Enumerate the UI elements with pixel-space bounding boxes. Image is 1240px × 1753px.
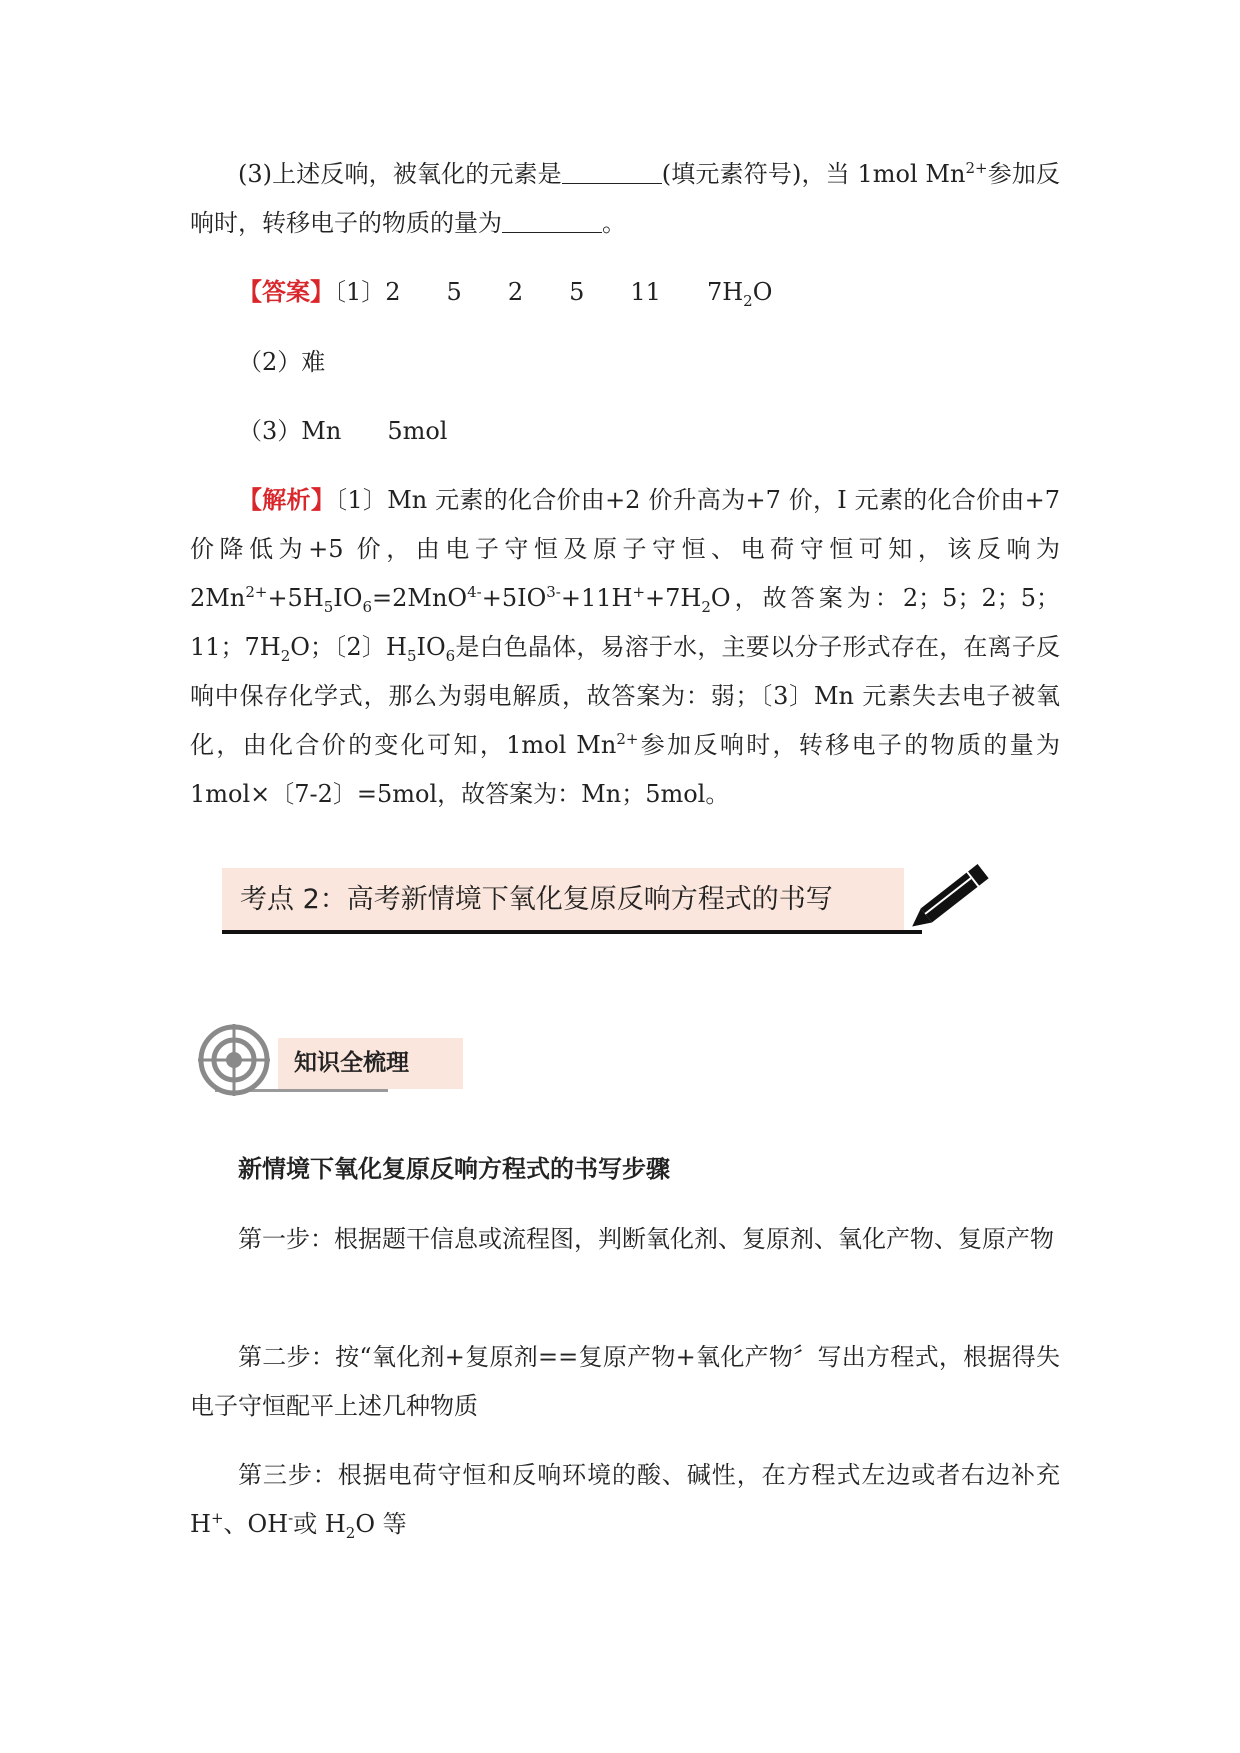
section-banner-underline bbox=[222, 930, 922, 934]
answer-line-1: 【答案】〔1〕2 5 2 5 11 $7H_2O$ bbox=[238, 278, 773, 310]
analysis-label: 【解析】 bbox=[238, 486, 336, 514]
pencil-icon bbox=[900, 852, 1000, 942]
step-1: 第一步：根据题干信息或流程图，判断氧化剂、复原剂、氧化产物、复原产物 bbox=[238, 1225, 1054, 1253]
answer-blank bbox=[502, 212, 602, 233]
step-2: 第二步：按“氧化剂+复原剂==复原产物+氧化产物〞写出方程式，根据得失电子守恒配平上述几种物质 bbox=[190, 1343, 1060, 1420]
target-icon bbox=[196, 1022, 272, 1098]
answer-label: 【答案】 bbox=[238, 278, 334, 306]
answer-line-2: （2）难 bbox=[238, 348, 326, 376]
steps-heading: 新情境下氧化复原反响方程式的书写步骤 bbox=[238, 1155, 670, 1183]
badge-label: 知识全梳理 bbox=[294, 1050, 409, 1076]
step-3: 第三步：根据电荷守恒和反响环境的酸、碱性，在方程式左边或者右边补充 H+、OH-或 $H_2O$ 等 bbox=[190, 1461, 1060, 1542]
section-title: 考点 2：高考新情境下氧化复原反响方程式的书写 bbox=[240, 884, 833, 915]
answer-line-3: （3）Mn 5mol bbox=[238, 417, 448, 445]
answer-blank bbox=[562, 163, 662, 184]
analysis-paragraph: 【解析】〔1〕Mn 元素的化合价由+2 价升高为+7 价，I 元素的化合价由+7 价降低为+5 价，由电子守恒及原子守恒、电荷守恒可知，该反响为 $2Mn^{2+}+5H_5IO_6=2MnO^{4-}+5IO^{3-}+11H^++7H_2O$，故答案为：2；5；2；5；11；$7H_2O$；〔2〕$H_5IO_6$是白色晶体，易溶于水，主要以分子形式存在，在离子反响中保存化学式，那么为弱电解质，故答案为：弱；〔3〕Mn 元素失去电子被氧化，由化合价的变化可知，1mol $Mn^{2+}$参加反响时，转移电子的物质的量为 1mol×〔7-2〕=5mol，故答案为：Mn；5mol。 bbox=[190, 486, 1061, 808]
question-3: (3)上述反响，被氧化的元素是 (填元素符号)，当 1mol $Mn^{2+}$参加反响时，转移电子的物质的量为 。 bbox=[190, 159, 1061, 237]
